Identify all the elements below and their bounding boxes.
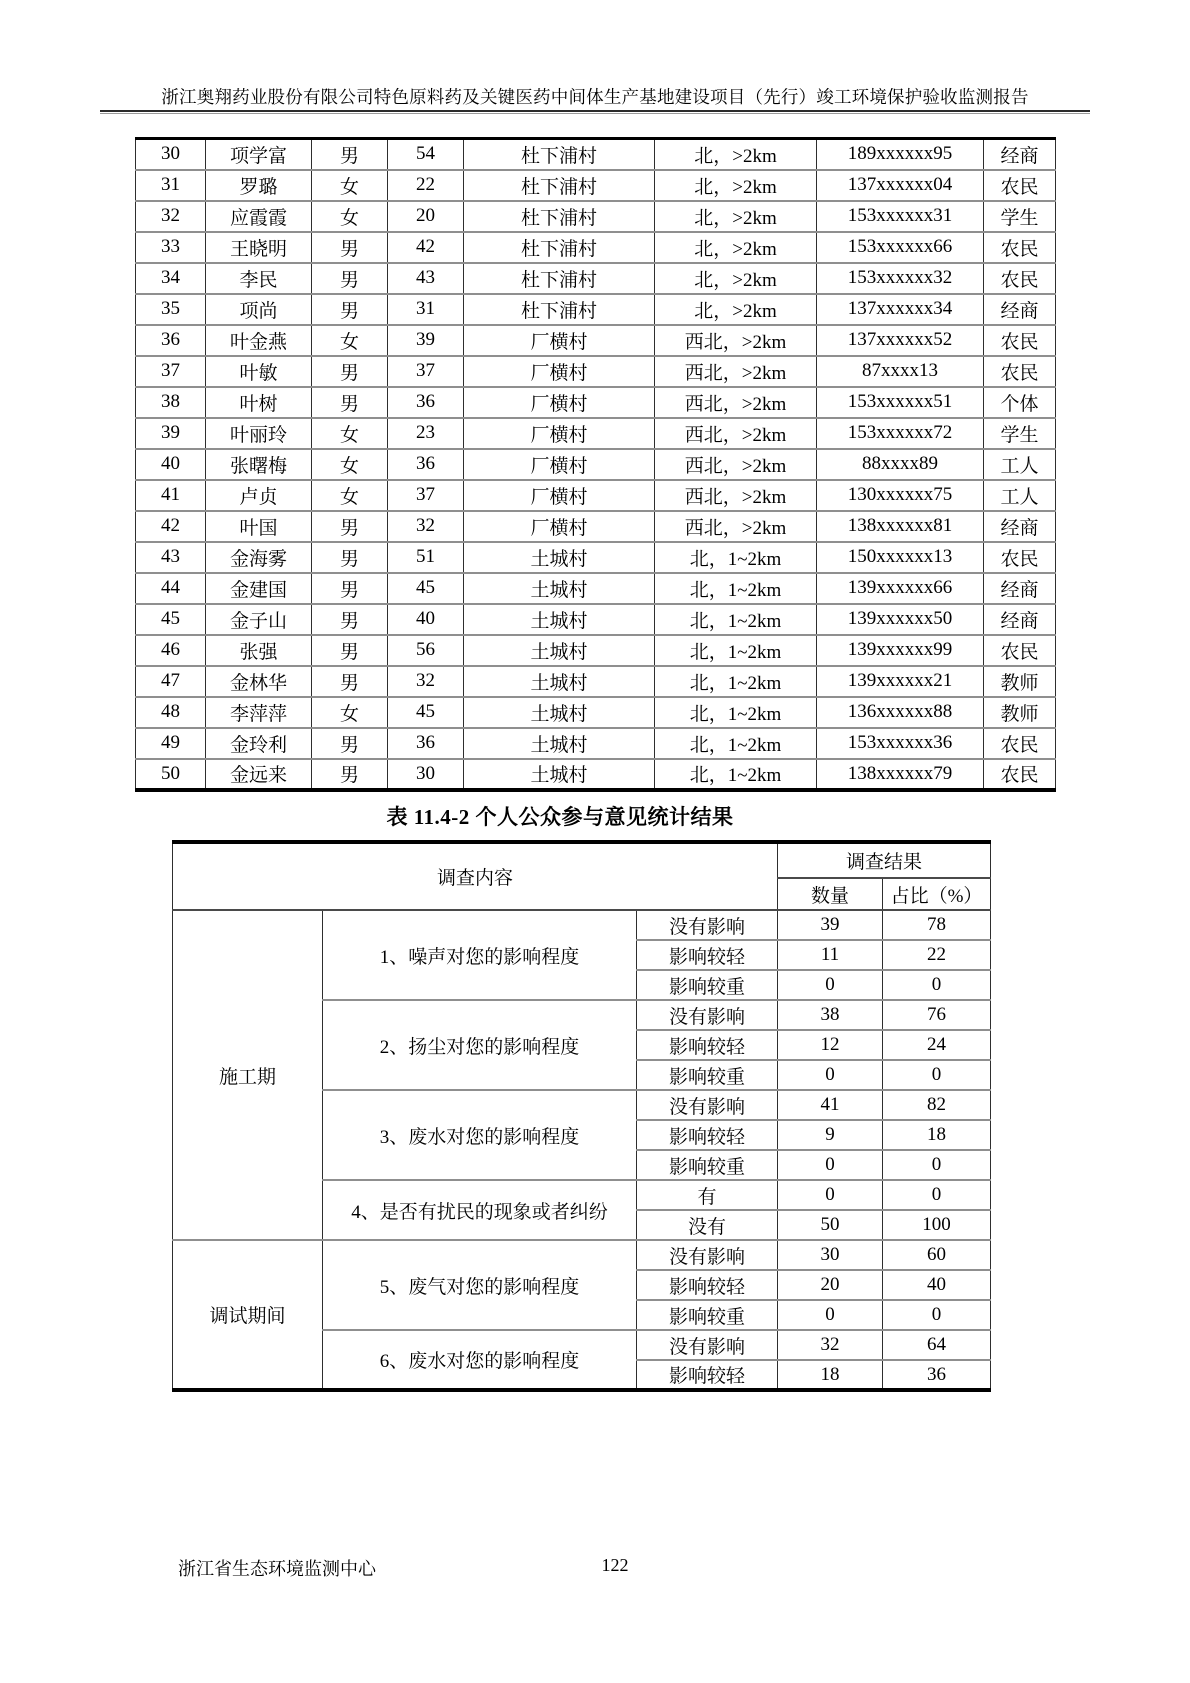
participant-direction-distance: 北，1~2km (655, 635, 817, 666)
participant-gender: 男 (312, 511, 388, 542)
participant-name: 张曙梅 (206, 449, 312, 480)
participant-no: 31 (136, 170, 206, 201)
survey-option-cell: 影响较轻 (637, 1120, 778, 1150)
participant-name: 李萍萍 (206, 697, 312, 728)
participant-no: 34 (136, 263, 206, 294)
survey-table (172, 840, 991, 1392)
participant-row (136, 480, 1056, 511)
participant-direction-distance: 西北，>2km (655, 325, 817, 356)
survey-percent-cell: 100 (883, 1210, 991, 1240)
participant-occupation: 农民 (984, 325, 1056, 356)
participant-direction-distance: 西北，>2km (655, 356, 817, 387)
participant-age: 36 (388, 449, 464, 480)
participant-occupation: 农民 (984, 232, 1056, 263)
participant-direction-distance: 北，>2km (655, 139, 817, 170)
participant-occupation: 农民 (984, 728, 1056, 759)
survey-option-cell: 影响较重 (637, 1300, 778, 1330)
participant-occupation: 农民 (984, 542, 1056, 573)
participant-direction-distance: 北，1~2km (655, 666, 817, 697)
participant-occupation: 工人 (984, 480, 1056, 511)
participant-occupation: 个体 (984, 387, 1056, 418)
survey-count-cell: 41 (778, 1090, 883, 1120)
survey-header-row-1 (173, 842, 991, 878)
survey-option-cell: 没有影响 (637, 1000, 778, 1030)
participant-direction-distance: 西北，>2km (655, 449, 817, 480)
survey-count-cell: 20 (778, 1270, 883, 1300)
participant-village: 杜下浦村 (464, 139, 655, 170)
participant-gender: 男 (312, 232, 388, 263)
survey-option-cell: 影响较重 (637, 970, 778, 1000)
participant-occupation: 教师 (984, 697, 1056, 728)
participant-direction-distance: 北，>2km (655, 294, 817, 325)
participant-gender: 女 (312, 170, 388, 201)
survey-count-cell: 0 (778, 1150, 883, 1180)
survey-option-cell: 没有 (637, 1210, 778, 1240)
participant-no: 48 (136, 697, 206, 728)
participant-name: 金玲利 (206, 728, 312, 759)
participant-village: 土城村 (464, 573, 655, 604)
participant-occupation: 农民 (984, 759, 1056, 790)
participant-row (136, 356, 1056, 387)
survey-percent-cell: 82 (883, 1090, 991, 1120)
participant-row (136, 759, 1056, 790)
participant-direction-distance: 西北，>2km (655, 387, 817, 418)
participant-name: 金海雾 (206, 542, 312, 573)
participant-occupation: 经商 (984, 511, 1056, 542)
participant-name: 叶树 (206, 387, 312, 418)
survey-question-cell: 6、废水对您的影响程度 (323, 1330, 637, 1390)
participant-age: 23 (388, 418, 464, 449)
survey-count-cell: 39 (778, 910, 883, 940)
participant-no: 36 (136, 325, 206, 356)
survey-option-cell: 影响较重 (637, 1060, 778, 1090)
survey-count-cell: 18 (778, 1360, 883, 1390)
participant-age: 45 (388, 697, 464, 728)
participant-row (136, 325, 1056, 356)
participant-occupation: 经商 (984, 294, 1056, 325)
participant-name: 金建国 (206, 573, 312, 604)
participant-village: 厂横村 (464, 356, 655, 387)
participant-village: 厂横村 (464, 325, 655, 356)
participant-no: 39 (136, 418, 206, 449)
survey-option-cell: 没有影响 (637, 1240, 778, 1270)
participant-name: 金远来 (206, 759, 312, 790)
participant-phone: 153xxxxxx36 (817, 728, 984, 759)
participant-direction-distance: 北，1~2km (655, 573, 817, 604)
participant-direction-distance: 北，1~2km (655, 697, 817, 728)
participant-age: 56 (388, 635, 464, 666)
participant-direction-distance: 西北，>2km (655, 480, 817, 511)
survey-option-cell: 有 (637, 1180, 778, 1210)
participant-row (136, 449, 1056, 480)
survey-count-cell: 0 (778, 1300, 883, 1330)
survey-question-cell: 3、废水对您的影响程度 (323, 1090, 637, 1180)
participant-no: 40 (136, 449, 206, 480)
participant-village: 杜下浦村 (464, 294, 655, 325)
survey-count-cell: 11 (778, 940, 883, 970)
participant-row (136, 573, 1056, 604)
survey-row (173, 1240, 991, 1270)
participant-gender: 男 (312, 542, 388, 573)
participant-no: 32 (136, 201, 206, 232)
participant-gender: 男 (312, 294, 388, 325)
survey-percent-cell: 24 (883, 1030, 991, 1060)
participant-row (136, 697, 1056, 728)
participant-phone: 139xxxxxx21 (817, 666, 984, 697)
survey-question-cell: 1、噪声对您的影响程度 (323, 910, 637, 1000)
survey-percent-cell: 40 (883, 1270, 991, 1300)
participant-village: 杜下浦村 (464, 263, 655, 294)
participant-direction-distance: 北，>2km (655, 201, 817, 232)
survey-percent-cell: 0 (883, 1300, 991, 1330)
survey-row (173, 910, 991, 940)
participant-name: 叶国 (206, 511, 312, 542)
survey-header-percent: 占比（%） (883, 878, 991, 910)
participant-row (136, 232, 1056, 263)
participant-phone: 87xxxx13 (817, 356, 984, 387)
survey-option-cell: 影响较轻 (637, 1030, 778, 1060)
survey-header-count: 数量 (778, 878, 883, 910)
survey-percent-cell: 0 (883, 1150, 991, 1180)
participant-village: 厂横村 (464, 480, 655, 511)
participant-age: 36 (388, 387, 464, 418)
survey-count-cell: 32 (778, 1330, 883, 1360)
participant-phone: 153xxxxxx72 (817, 418, 984, 449)
participant-phone: 137xxxxxx52 (817, 325, 984, 356)
participant-direction-distance: 西北，>2km (655, 511, 817, 542)
survey-header-result: 调查结果 (778, 842, 991, 878)
participant-gender: 女 (312, 449, 388, 480)
participant-row (136, 201, 1056, 232)
survey-percent-cell: 36 (883, 1360, 991, 1390)
participant-name: 张强 (206, 635, 312, 666)
participant-name: 金子山 (206, 604, 312, 635)
participant-direction-distance: 北，>2km (655, 170, 817, 201)
participant-gender: 女 (312, 325, 388, 356)
participant-age: 37 (388, 480, 464, 511)
survey-header-content: 调查内容 (173, 842, 778, 910)
participant-gender: 男 (312, 356, 388, 387)
participant-no: 50 (136, 759, 206, 790)
participant-name: 叶丽玲 (206, 418, 312, 449)
participant-phone: 139xxxxxx99 (817, 635, 984, 666)
participant-row (136, 263, 1056, 294)
participant-row (136, 418, 1056, 449)
participant-no: 38 (136, 387, 206, 418)
survey-table-title: 表 11.4-2 个人公众参与意见统计结果 (386, 805, 734, 829)
participant-village: 土城村 (464, 666, 655, 697)
participant-name: 项学富 (206, 139, 312, 170)
participant-no: 43 (136, 542, 206, 573)
survey-option-cell: 没有影响 (637, 1090, 778, 1120)
survey-count-cell: 38 (778, 1000, 883, 1030)
survey-option-cell: 影响较重 (637, 1150, 778, 1180)
header-rule (100, 110, 1090, 114)
participant-name: 李民 (206, 263, 312, 294)
participant-age: 39 (388, 325, 464, 356)
participant-age: 30 (388, 759, 464, 790)
participant-direction-distance: 北，>2km (655, 232, 817, 263)
participant-occupation: 学生 (984, 418, 1056, 449)
participant-gender: 男 (312, 573, 388, 604)
survey-question-cell: 5、废气对您的影响程度 (323, 1240, 637, 1330)
participant-village: 土城村 (464, 697, 655, 728)
participant-row (136, 728, 1056, 759)
participant-gender: 男 (312, 666, 388, 697)
participant-age: 45 (388, 573, 464, 604)
survey-count-cell: 0 (778, 1060, 883, 1090)
participant-village: 厂横村 (464, 449, 655, 480)
participant-direction-distance: 北，>2km (655, 263, 817, 294)
participant-no: 41 (136, 480, 206, 511)
participant-occupation: 经商 (984, 604, 1056, 635)
participant-phone: 153xxxxxx31 (817, 201, 984, 232)
participant-direction-distance: 北，1~2km (655, 728, 817, 759)
participant-age: 36 (388, 728, 464, 759)
footer-page-number: 122 (601, 1555, 629, 1575)
participant-age: 51 (388, 542, 464, 573)
survey-count-cell: 0 (778, 1180, 883, 1210)
participant-occupation: 经商 (984, 139, 1056, 170)
participant-name: 应霞霞 (206, 201, 312, 232)
survey-option-cell: 影响较轻 (637, 940, 778, 970)
survey-count-cell: 12 (778, 1030, 883, 1060)
participant-gender: 男 (312, 139, 388, 170)
survey-question-cell: 2、扬尘对您的影响程度 (323, 1000, 637, 1090)
participant-village: 厂横村 (464, 387, 655, 418)
participant-age: 32 (388, 511, 464, 542)
survey-percent-cell: 0 (883, 970, 991, 1000)
participant-occupation: 农民 (984, 635, 1056, 666)
participant-direction-distance: 北，1~2km (655, 759, 817, 790)
participant-age: 32 (388, 666, 464, 697)
participant-phone: 130xxxxxx75 (817, 480, 984, 511)
participant-age: 42 (388, 232, 464, 263)
participant-phone: 138xxxxxx81 (817, 511, 984, 542)
participant-name: 叶金燕 (206, 325, 312, 356)
survey-percent-cell: 18 (883, 1120, 991, 1150)
participant-village: 土城村 (464, 759, 655, 790)
participant-age: 43 (388, 263, 464, 294)
participant-phone: 189xxxxxx95 (817, 139, 984, 170)
participant-row (136, 635, 1056, 666)
participant-village: 土城村 (464, 728, 655, 759)
participants-table (135, 137, 1056, 792)
participant-direction-distance: 北，1~2km (655, 604, 817, 635)
participant-name: 罗璐 (206, 170, 312, 201)
participant-gender: 男 (312, 604, 388, 635)
participant-gender: 女 (312, 697, 388, 728)
participant-age: 40 (388, 604, 464, 635)
participant-row (136, 170, 1056, 201)
participant-no: 37 (136, 356, 206, 387)
participant-age: 22 (388, 170, 464, 201)
survey-count-cell: 30 (778, 1240, 883, 1270)
participant-no: 42 (136, 511, 206, 542)
participant-gender: 男 (312, 635, 388, 666)
participant-phone: 139xxxxxx50 (817, 604, 984, 635)
participant-no: 47 (136, 666, 206, 697)
participant-name: 卢贞 (206, 480, 312, 511)
participant-row (136, 511, 1056, 542)
participant-gender: 男 (312, 263, 388, 294)
participant-gender: 女 (312, 480, 388, 511)
participant-gender: 女 (312, 201, 388, 232)
participant-village: 土城村 (464, 604, 655, 635)
participant-phone: 88xxxx89 (817, 449, 984, 480)
participant-phone: 139xxxxxx66 (817, 573, 984, 604)
participant-no: 46 (136, 635, 206, 666)
participant-village: 杜下浦村 (464, 170, 655, 201)
participant-village: 杜下浦村 (464, 232, 655, 263)
page-header-title: 浙江奥翔药业股份有限公司特色原料药及关键医药中间体生产基地建设项目（先行）竣工环境保护验收监测报告 (161, 87, 1029, 107)
participant-age: 31 (388, 294, 464, 325)
participant-no: 33 (136, 232, 206, 263)
participant-no: 45 (136, 604, 206, 635)
participant-occupation: 教师 (984, 666, 1056, 697)
participant-age: 54 (388, 139, 464, 170)
participant-phone: 136xxxxxx88 (817, 697, 984, 728)
participant-gender: 男 (312, 387, 388, 418)
survey-question-cell: 4、是否有扰民的现象或者纠纷 (323, 1180, 637, 1240)
participant-row (136, 294, 1056, 325)
participant-gender: 男 (312, 759, 388, 790)
participant-no: 49 (136, 728, 206, 759)
participant-row (136, 604, 1056, 635)
participant-phone: 150xxxxxx13 (817, 542, 984, 573)
participant-direction-distance: 北，1~2km (655, 542, 817, 573)
survey-percent-cell: 76 (883, 1000, 991, 1030)
participant-age: 37 (388, 356, 464, 387)
participant-village: 土城村 (464, 542, 655, 573)
participant-row (136, 542, 1056, 573)
participant-no: 35 (136, 294, 206, 325)
participant-occupation: 工人 (984, 449, 1056, 480)
participant-gender: 男 (312, 728, 388, 759)
survey-option-cell: 影响较轻 (637, 1360, 778, 1390)
survey-period-cell: 施工期 (173, 910, 323, 1240)
survey-percent-cell: 64 (883, 1330, 991, 1360)
participant-row (136, 387, 1056, 418)
participant-occupation: 农民 (984, 170, 1056, 201)
participant-phone: 138xxxxxx79 (817, 759, 984, 790)
participant-village: 厂横村 (464, 418, 655, 449)
participant-no: 30 (136, 139, 206, 170)
survey-percent-cell: 0 (883, 1060, 991, 1090)
participant-name: 项尚 (206, 294, 312, 325)
survey-percent-cell: 0 (883, 1180, 991, 1210)
survey-percent-cell: 22 (883, 940, 991, 970)
participant-name: 金林华 (206, 666, 312, 697)
participant-name: 王晓明 (206, 232, 312, 263)
survey-count-cell: 50 (778, 1210, 883, 1240)
survey-percent-cell: 60 (883, 1240, 991, 1270)
participant-row (136, 139, 1056, 170)
participant-direction-distance: 西北，>2km (655, 418, 817, 449)
survey-option-cell: 没有影响 (637, 1330, 778, 1360)
participant-phone: 153xxxxxx32 (817, 263, 984, 294)
participant-village: 厂横村 (464, 511, 655, 542)
participant-row (136, 666, 1056, 697)
participant-gender: 女 (312, 418, 388, 449)
participant-occupation: 经商 (984, 573, 1056, 604)
participant-phone: 137xxxxxx04 (817, 170, 984, 201)
participant-village: 杜下浦村 (464, 201, 655, 232)
participant-no: 44 (136, 573, 206, 604)
survey-period-cell: 调试期间 (173, 1240, 323, 1390)
participant-occupation: 农民 (984, 356, 1056, 387)
participant-phone: 153xxxxxx51 (817, 387, 984, 418)
participant-age: 20 (388, 201, 464, 232)
participant-name: 叶敏 (206, 356, 312, 387)
survey-percent-cell: 78 (883, 910, 991, 940)
survey-count-cell: 9 (778, 1120, 883, 1150)
survey-option-cell: 影响较轻 (637, 1270, 778, 1300)
participant-phone: 137xxxxxx34 (817, 294, 984, 325)
participant-occupation: 农民 (984, 263, 1056, 294)
participant-occupation: 学生 (984, 201, 1056, 232)
participant-phone: 153xxxxxx66 (817, 232, 984, 263)
survey-count-cell: 0 (778, 970, 883, 1000)
footer-organization: 浙江省生态环境监测中心 (178, 1559, 376, 1579)
participant-village: 土城村 (464, 635, 655, 666)
survey-option-cell: 没有影响 (637, 910, 778, 940)
